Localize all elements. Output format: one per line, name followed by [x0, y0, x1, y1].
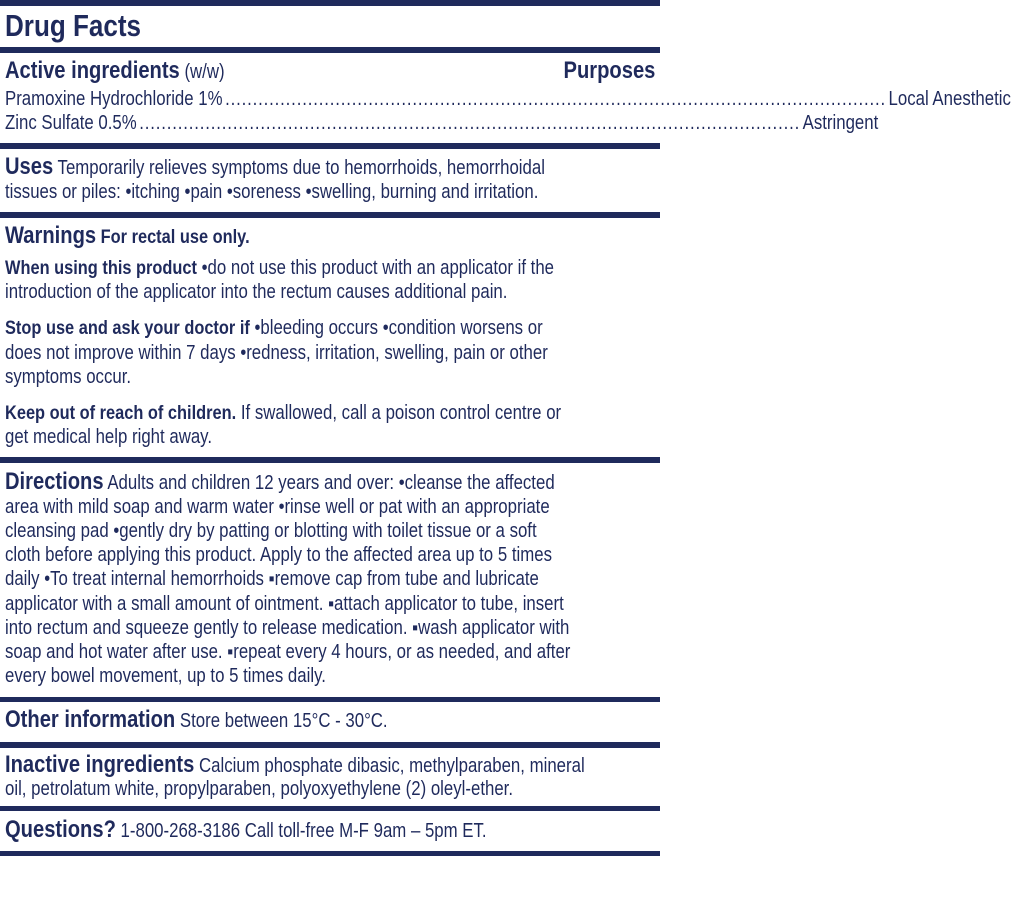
text-line [5, 401, 561, 425]
text-line [5, 316, 543, 340]
ingredient-name: Pramoxine Hydrochloride 1% [5, 88, 223, 110]
body-text: •do not use this product with an applicator if the [197, 257, 555, 279]
section-divider [0, 143, 660, 149]
text-line [5, 753, 585, 777]
text-line [5, 425, 212, 449]
body-text: every bowel movement, up to 5 times daily. [5, 665, 326, 687]
text-line [5, 664, 326, 688]
ingredient-purpose: Astringent [802, 112, 879, 134]
section-divider [0, 47, 660, 53]
text-line [5, 519, 537, 543]
text-line [5, 341, 548, 365]
body-text: applicator with a small amount of ointment. ▪attach applicator to tube, insert [5, 593, 564, 615]
body-text: •bleeding occurs •condition worsens or [249, 317, 543, 339]
text-line [5, 616, 569, 640]
body-text: cloth before applying this product. Apply to the affected area up to 5 times [5, 544, 552, 566]
body-text: get medical help right away. [5, 426, 213, 448]
section-divider [0, 212, 660, 218]
body-text: Adults and children 12 years and over: •cleanse the affected [103, 472, 555, 494]
text-line [5, 470, 555, 494]
drug-facts-title: Drug Facts [5, 8, 142, 43]
ingredient-row [5, 87, 1011, 111]
section-divider [0, 742, 660, 748]
subheading: For rectal use only. [96, 226, 250, 248]
section-divider [0, 457, 660, 463]
purposes-heading: Purposes [563, 57, 655, 84]
body-text: cleansing pad •gently dry by patting or blotting with toilet tissue or a soft [5, 520, 537, 542]
body-text: daily •To treat internal hemorrhoids ▪remove cap from tube and lubricate [5, 568, 539, 590]
section-divider [0, 851, 660, 856]
dot-leader: ........................................................................................................................ [139, 112, 801, 134]
body-text: soap and hot water after use. ▪repeat every 4 hours, or as needed, and after [5, 641, 571, 663]
section-divider [0, 697, 660, 702]
section-heading: Inactive ingredients [5, 751, 195, 778]
text-line [5, 155, 545, 179]
text-line [5, 280, 507, 304]
body-text: area with mild soap and warm water •rinse well or pat with an appropriate [5, 496, 550, 518]
active-ingredients-header [5, 59, 225, 83]
text-line [5, 495, 550, 519]
body-text: If swallowed, call a poison control centre or [236, 402, 562, 424]
text-line [5, 567, 539, 591]
text-line [5, 592, 564, 616]
body-text: symptoms occur. [5, 366, 132, 388]
body-text: does not improve within 7 days •redness, irritation, swelling, pain or other [5, 342, 548, 364]
section-heading: Warnings [5, 222, 97, 249]
dot-leader: ........................................................................................................................ [225, 88, 887, 110]
active-ingredients-suffix: (w/w) [179, 61, 225, 83]
ingredient-row [5, 111, 879, 135]
subheading: Keep out of reach of children. [5, 402, 237, 424]
section-heading: Questions? [5, 816, 116, 843]
body-text: 1-800-268-3186 Call toll-free M-F 9am – 5pm ET. [115, 820, 487, 842]
section-heading: Other information [5, 706, 176, 733]
text-line [5, 224, 250, 248]
text-line [5, 180, 538, 204]
text-line [5, 543, 552, 567]
active-ingredients-heading: Active ingredients [5, 57, 180, 84]
body-text: into rectum and squeeze gently to release medication. ▪wash applicator with [5, 617, 570, 639]
text-line [5, 818, 487, 842]
body-text: introduction of the applicator into the rectum causes additional pain. [5, 281, 508, 303]
body-text: Temporarily relieves symptoms due to hemorrhoids, hemorrhoidal [53, 157, 545, 179]
section-divider [0, 0, 660, 6]
ingredient-purpose: Local Anesthetic [888, 88, 1011, 110]
text-line [5, 256, 554, 280]
body-text: Store between 15°C - 30°C. [175, 710, 388, 732]
section-divider [0, 806, 660, 811]
subheading: When using this product [5, 257, 198, 279]
text-line [5, 365, 131, 389]
text-line [5, 640, 570, 664]
body-text: oil, petrolatum white, propylparaben, polyoxyethylene (2) oleyl-ether. [5, 778, 514, 800]
text-line [5, 777, 513, 801]
ingredient-name: Zinc Sulfate 0.5% [5, 112, 137, 134]
section-heading: Directions [5, 468, 104, 495]
body-text: Calcium phosphate dibasic, methylparaben, mineral [194, 755, 585, 777]
text-line [5, 708, 388, 732]
section-heading: Uses [5, 153, 54, 180]
body-text: tissues or piles: •itching •pain •soreness •swelling, burning and irritation. [5, 181, 539, 203]
subheading: Stop use and ask your doctor if [5, 317, 250, 339]
